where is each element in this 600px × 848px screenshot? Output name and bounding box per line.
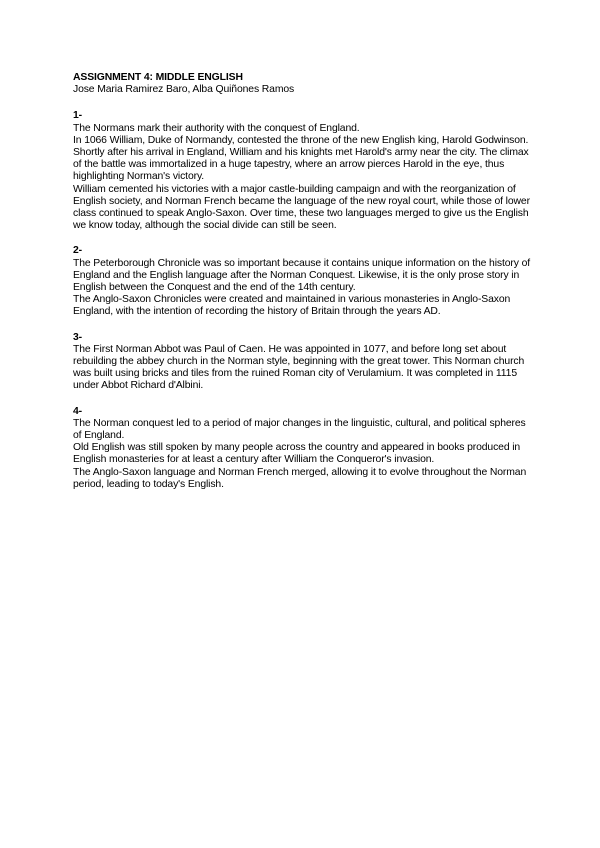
paragraph: The Anglo-Saxon Chronicles were created and maintained in various monasteries in Anglo-Saxon England, with the intention of recording the history of Britain through the years AD. <box>73 294 511 318</box>
paragraph: The Anglo-Saxon language and Norman French merged, allowing it to evolve throughout the Norman period, leading to today's English. <box>73 466 527 490</box>
section-number: 3- <box>73 331 82 343</box>
paragraph: The Peterborough Chronicle was so important because it contains unique information on the history of England and the English language after the Norman Conquest. Likewise, it is the only prose story in English between the Conquest and the end of the 14th century. <box>73 257 530 294</box>
section-number: 2- <box>73 245 82 257</box>
paragraph: The Normans mark their authority with the conquest of England. <box>73 122 360 134</box>
document-authors: Jose Maria Ramirez Baro, Alba Quiñones Ramos <box>73 84 295 96</box>
paragraph: Shortly after his arrival in England, William and his knights met Harold's army near the city. The climax of the battle was immortalized in a huge tapestry, where an arrow pierces Harold in the eye, thus highlighting Norman's victory. <box>73 147 529 183</box>
paragraph: The First Norman Abbot was Paul of Caen. He was appointed in 1077, and before long set about rebuilding the abbey church in the Norman style, beginning with the great tower. This Norman church was built using bricks and tiles from the ruined Roman city of Verulamium. It was completed in 1115 under Abbot Richard d'Albini. <box>73 343 525 392</box>
paragraph: In 1066 William, Duke of Normandy, contested the throne of the new English king, Harold Godwinson. <box>73 134 529 146</box>
section-2 <box>73 245 531 318</box>
paragraph: Old English was still spoken by many people across the country and appeared in books produced in English monasteries for at least a century after William the Conqueror's invasion. <box>73 442 521 466</box>
section-3 <box>73 332 531 393</box>
section-number: 1- <box>73 110 82 122</box>
document-title: ASSIGNMENT 4: MIDDLE ENGLISH <box>73 72 243 83</box>
section-number: 4- <box>73 405 82 417</box>
paragraph: William cemented his victories with a major castle-building campaign and with the reorganization of English society, and Norman French became the language of the new royal court, while those of lower class continued to speak Anglo-Saxon. Over time, these two languages merged to give us the English we know today, although the social divide can still be seen. <box>73 183 530 232</box>
section-1 <box>73 110 531 232</box>
paragraph: The Norman conquest led to a period of major changes in the linguistic, cultural, and political spheres of England. <box>73 417 526 442</box>
section-4 <box>73 406 531 491</box>
document-page <box>73 72 531 491</box>
